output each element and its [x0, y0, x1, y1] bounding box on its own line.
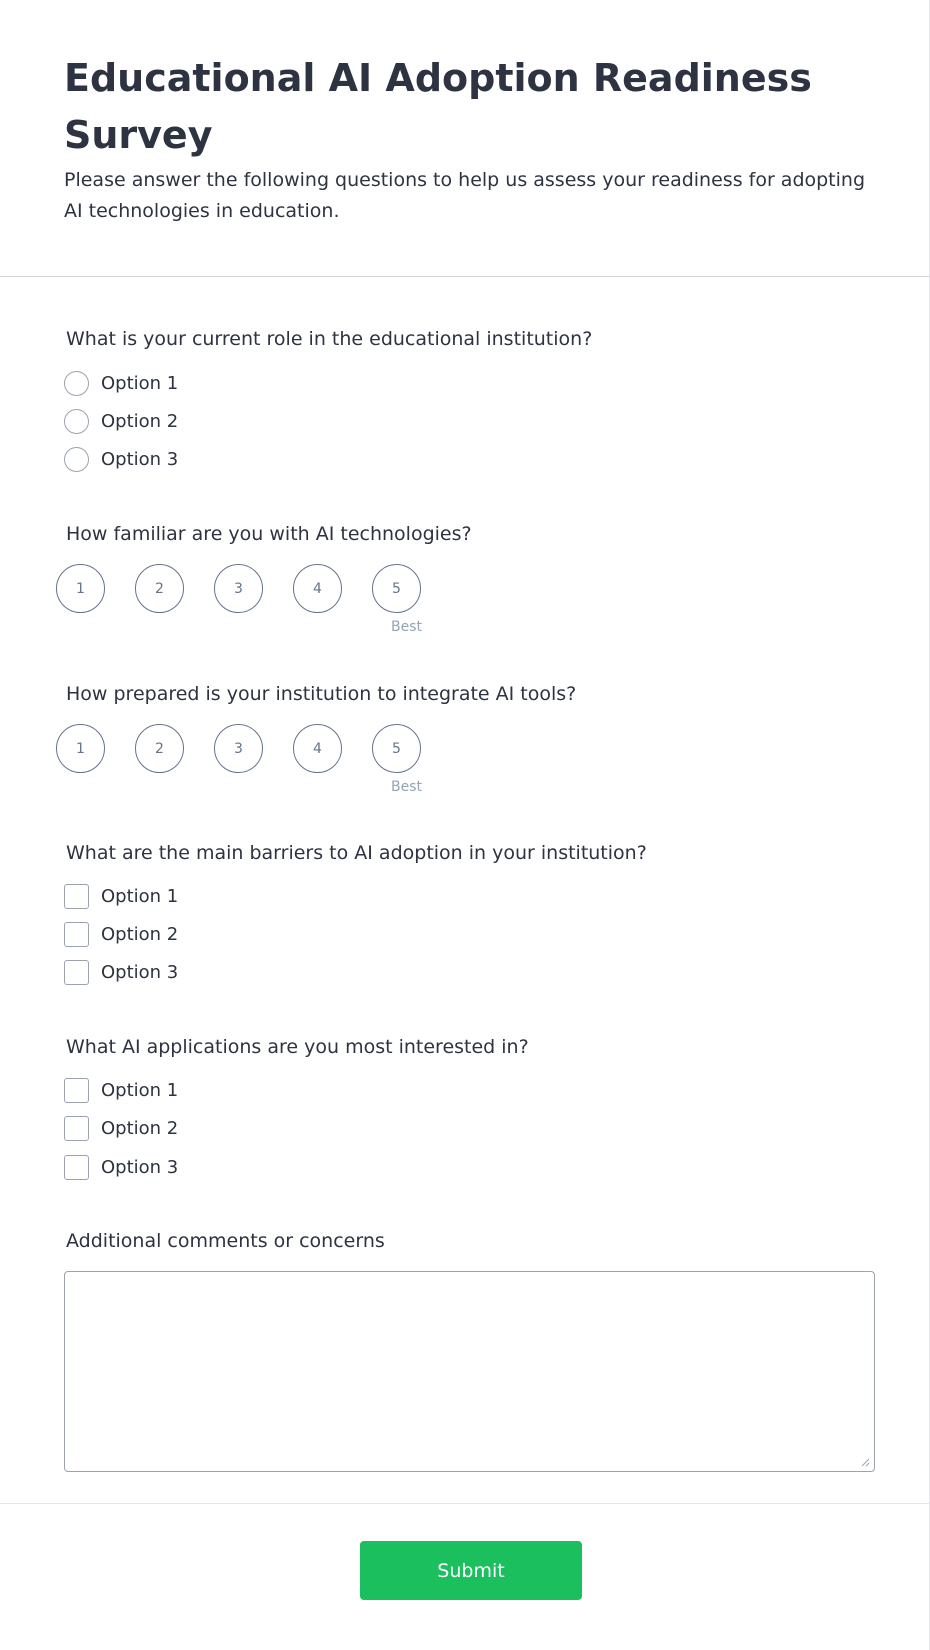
option-label: Option 1	[101, 373, 179, 394]
applications-option-2[interactable]	[64, 1116, 178, 1141]
applications-option-1[interactable]	[64, 1078, 178, 1103]
rating-button-1[interactable]: 1	[56, 724, 105, 773]
option-label: Option 1	[101, 1080, 179, 1101]
option-label: Option 3	[101, 449, 179, 470]
rating-button-2[interactable]: 2	[135, 724, 184, 773]
familiarity-rating-scale	[56, 564, 426, 613]
barriers-option-1[interactable]	[64, 884, 178, 909]
submit-button[interactable]: Submit	[360, 1541, 582, 1600]
question-ai-applications: What AI applications are you most interested in?	[66, 1036, 529, 1058]
rating-button-1[interactable]: 1	[56, 564, 105, 613]
checkbox[interactable]	[64, 1078, 89, 1103]
checkbox[interactable]	[64, 960, 89, 985]
option-label: Option 3	[101, 962, 179, 983]
radio-button[interactable]	[64, 409, 89, 434]
checkbox[interactable]	[64, 1155, 89, 1180]
rating-button-5[interactable]: 5	[372, 564, 421, 613]
radio-button[interactable]	[64, 447, 89, 472]
question-ai-familiarity: How familiar are you with AI technologies?	[66, 523, 472, 545]
resize-grip-icon[interactable]	[861, 1458, 870, 1467]
survey-header	[0, 0, 930, 277]
option-label: Option 2	[101, 411, 179, 432]
checkbox[interactable]	[64, 884, 89, 909]
form-footer	[0, 1503, 930, 1650]
role-option-3[interactable]	[64, 447, 178, 472]
preparedness-rating-scale	[56, 724, 426, 773]
rating-button-5[interactable]: 5	[372, 724, 421, 773]
role-option-2[interactable]	[64, 409, 178, 434]
option-label: Option 2	[101, 924, 179, 945]
rating-button-3[interactable]: 3	[214, 724, 263, 773]
question-adoption-barriers: What are the main barriers to AI adoption in your institution?	[66, 842, 647, 864]
rating-button-2[interactable]: 2	[135, 564, 184, 613]
radio-button[interactable]	[64, 371, 89, 396]
option-label: Option 3	[101, 1157, 179, 1178]
scale-best-label: Best	[391, 779, 423, 795]
question-additional-comments: Additional comments or concerns	[66, 1230, 385, 1252]
question-institution-preparedness: How prepared is your institution to integrate AI tools?	[66, 683, 577, 705]
barriers-option-3[interactable]	[64, 960, 178, 985]
option-label: Option 1	[101, 886, 179, 907]
role-option-1[interactable]	[64, 371, 178, 396]
barriers-option-2[interactable]	[64, 922, 178, 947]
scale-best-label: Best	[391, 619, 423, 635]
question-role: What is your current role in the educational institution?	[66, 328, 593, 350]
checkbox[interactable]	[64, 922, 89, 947]
option-label: Option 2	[101, 1118, 179, 1139]
page-subtitle: Please answer the following questions to help us assess your readiness for adopting AI technologies in education.	[64, 169, 866, 222]
rating-button-4[interactable]: 4	[293, 564, 342, 613]
comments-textarea[interactable]	[64, 1271, 875, 1472]
checkbox[interactable]	[64, 1116, 89, 1141]
applications-option-3[interactable]	[64, 1155, 178, 1180]
page-title: Educational AI Adoption Readiness Survey	[64, 56, 812, 157]
rating-button-4[interactable]: 4	[293, 724, 342, 773]
rating-button-3[interactable]: 3	[214, 564, 263, 613]
